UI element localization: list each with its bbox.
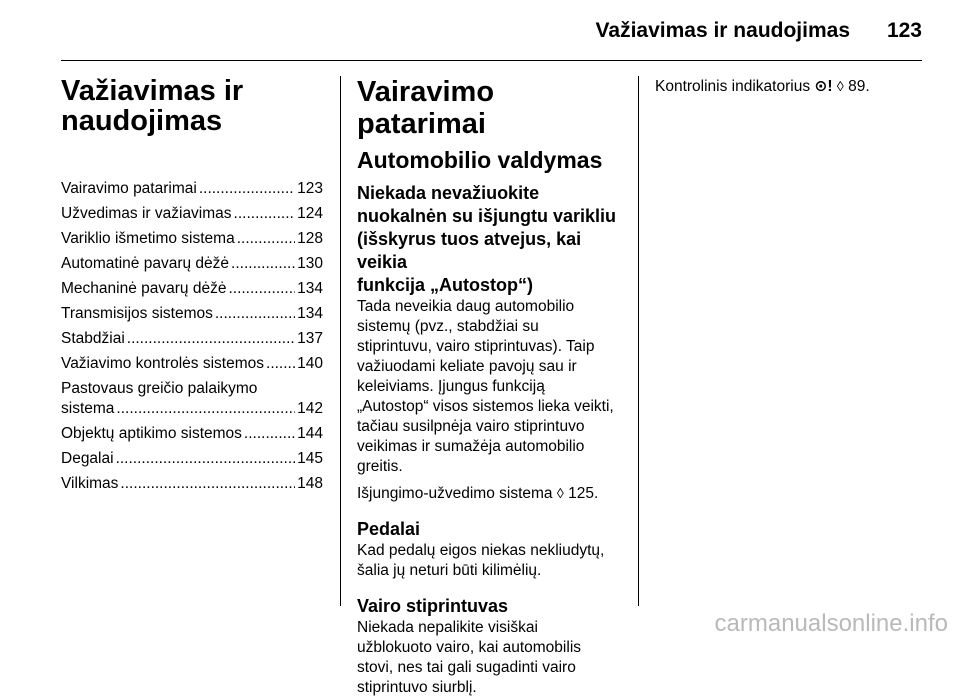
- toc-leader: [234, 204, 296, 224]
- column-divider: [638, 76, 639, 606]
- table-of-contents: [61, 179, 323, 494]
- toc-item[interactable]: [61, 254, 323, 274]
- toc-item-page: 134: [297, 305, 323, 322]
- cross-reference[interactable]: [357, 483, 625, 504]
- body-line: Tada neveikia daug automobilio: [357, 298, 575, 315]
- toc-item-page: 137: [297, 330, 323, 347]
- body-line: stovi, nes tai gali sugadinti vairo: [357, 659, 576, 676]
- page-number: 123: [886, 19, 922, 42]
- toc-item-label: Automatinė pavarų dėžė: [61, 255, 230, 272]
- driving-hints-column: [357, 76, 625, 698]
- cross-reference-page: 125.: [568, 485, 599, 502]
- toc-item[interactable]: [61, 379, 323, 419]
- toc-leader: [237, 229, 295, 249]
- page-reference-icon: ◊: [836, 78, 844, 94]
- body-line: sistemų (pvz., stabdžiai su: [357, 318, 539, 335]
- chapter-title: [61, 76, 323, 136]
- toc-item-page: 123: [297, 180, 323, 197]
- toc-item[interactable]: [61, 204, 323, 224]
- chapter-title-line1: Važiavimas ir: [61, 75, 244, 107]
- body-line: greitis.: [357, 458, 403, 475]
- section-heading: Vairavimo patarimai: [357, 76, 495, 140]
- toc-item-page: 145: [297, 450, 323, 467]
- toc-leader: [228, 279, 295, 299]
- toc-item-page: 128: [297, 230, 323, 247]
- warning-heading-line: (išskyrus tuos atvejus, kai veikia: [357, 229, 582, 272]
- body-line: „Autostop“ visos sistemos lieka veikti,: [357, 398, 614, 415]
- toc-item-page: 124: [297, 205, 323, 222]
- toc-leader: [127, 329, 295, 349]
- toc-item[interactable]: [61, 424, 323, 444]
- toc-leader: [120, 474, 295, 494]
- body-line: šalia jų neturi būti kilimėlių.: [357, 562, 542, 579]
- toc-item-label: Vilkimas: [61, 475, 119, 492]
- toc-item-label: Objektų aptikimo sistemos: [61, 425, 242, 442]
- indicator-reference[interactable]: [655, 76, 923, 97]
- steering-body: [357, 618, 625, 698]
- toc-leader: [231, 254, 295, 274]
- watermark: carmanualsonline.info: [714, 610, 948, 637]
- warning-heading-line: funkcija „Autostop“): [357, 275, 533, 295]
- toc-item-label: Transmisijos sistemos: [61, 305, 213, 322]
- toc-item[interactable]: [61, 354, 323, 374]
- body-line: veikimas ir sumažėja automobilio: [357, 438, 585, 455]
- toc-item-page: 140: [297, 355, 323, 372]
- warning-body: [357, 297, 625, 477]
- toc-item-label-line1: Pastovaus greičio palaikymo: [61, 380, 258, 397]
- body-line: užblokuoto vairo, kai automobilis: [357, 639, 582, 656]
- column-divider: [340, 76, 341, 606]
- body-line: važiuodami keliate pavojų sau ir: [357, 358, 577, 375]
- toc-item[interactable]: [61, 229, 323, 249]
- toc-leader: [266, 354, 295, 374]
- toc-item-page: 142: [297, 400, 323, 417]
- toc-item-label: Variklio išmetimo sistema: [61, 230, 235, 247]
- body-line: stiprintuvo siurblį.: [357, 679, 477, 696]
- page-reference-icon: ◊: [556, 485, 564, 501]
- toc-item-label: Vairavimo patarimai: [61, 180, 197, 197]
- cross-reference-text: Išjungimo-užvedimo sistema: [357, 485, 553, 502]
- pedals-heading: Pedalai: [357, 519, 421, 539]
- toc-item[interactable]: [61, 329, 323, 349]
- toc-column: [61, 76, 323, 499]
- toc-item-label: Mechaninė pavarų dėžė: [61, 280, 227, 297]
- page-section-title: Važiavimas ir naudojimas: [595, 19, 850, 42]
- chapter-title-line2: naudojimas: [61, 105, 223, 137]
- toc-leader: [116, 399, 295, 419]
- toc-item-page: 148: [297, 475, 323, 492]
- body-line: keleiviams. Įjungus funkciją: [357, 378, 545, 395]
- steering-heading: Vairo stiprintuvas: [357, 596, 509, 616]
- body-line: Niekada nepalikite visiškai: [357, 619, 538, 636]
- toc-item-label: Užvedimas ir važiavimas: [61, 205, 232, 222]
- toc-item-label: Stabdžiai: [61, 330, 125, 347]
- toc-item-page: 144: [297, 425, 323, 442]
- toc-item[interactable]: [61, 179, 323, 199]
- power-steering-warning-icon: ⊙!: [814, 78, 833, 95]
- indicator-page: 89.: [848, 78, 870, 95]
- pedals-body: [357, 541, 625, 581]
- toc-item-label: Važiavimo kontrolės sistemos: [61, 355, 265, 372]
- toc-leader: [215, 304, 295, 324]
- toc-item[interactable]: [61, 304, 323, 324]
- toc-leader: [116, 449, 296, 469]
- toc-leader: [199, 179, 295, 199]
- toc-item-label: sistema: [61, 400, 115, 417]
- toc-item[interactable]: [61, 279, 323, 299]
- toc-item[interactable]: [61, 449, 323, 469]
- toc-item-label: Degalai: [61, 450, 114, 467]
- header-divider: [61, 60, 922, 61]
- warning-heading: [357, 182, 625, 297]
- body-line: Kad pedalų eigos niekas nekliudytų,: [357, 542, 605, 559]
- body-line: stiprintuvu, vairo stiprintuvas). Taip: [357, 338, 595, 355]
- toc-item-page: 134: [297, 280, 323, 297]
- indicator-column: [655, 76, 923, 97]
- subsection-heading: Automobilio valdymas: [357, 147, 603, 173]
- indicator-text: Kontrolinis indikatorius: [655, 78, 811, 95]
- body-line: tačiau susilpnėja vairo stiprintuvo: [357, 418, 585, 435]
- toc-leader: [244, 424, 295, 444]
- toc-item-page: 130: [297, 255, 323, 272]
- warning-heading-line: Niekada nevažiuokite: [357, 183, 540, 203]
- toc-item[interactable]: [61, 474, 323, 494]
- warning-heading-line: nuokalnėn su išjungtu varikliu: [357, 206, 617, 226]
